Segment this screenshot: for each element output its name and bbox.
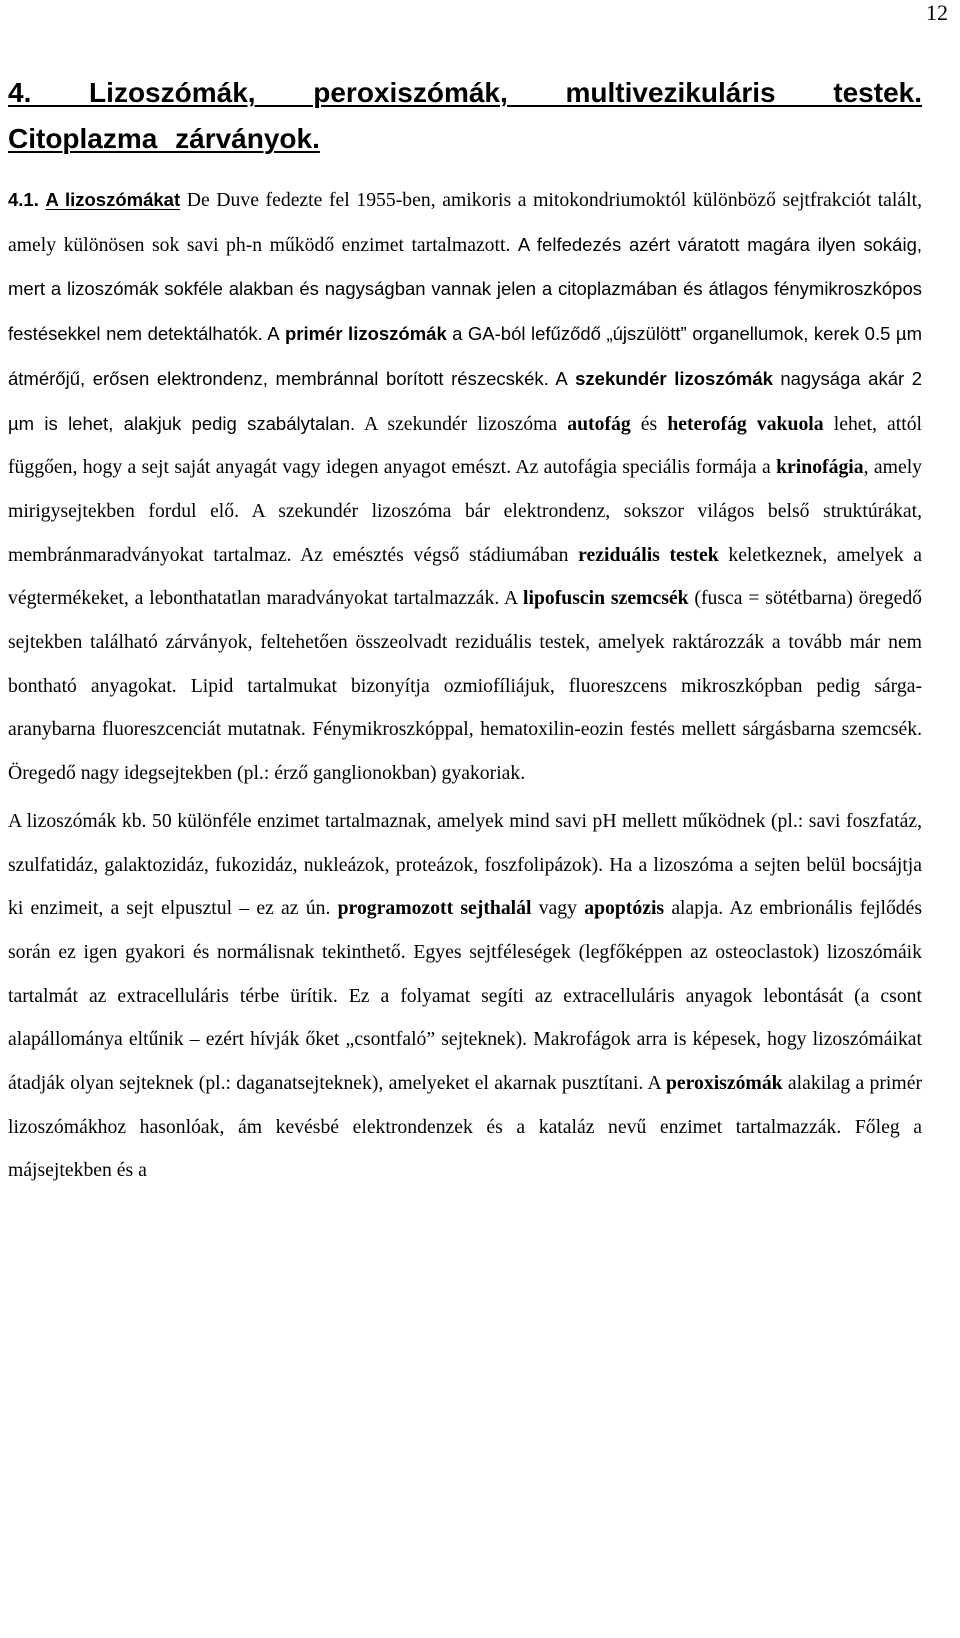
secondary-lysosome-text: A szekundér lizoszóma	[364, 412, 558, 435]
term-programmed-cell-death: programozott sejthalál	[337, 897, 532, 920]
residual-text: keletkeznek, amelyek a végtermékeket, a lebonthatatlan maradványokat tartalmazzák. A	[8, 543, 923, 610]
term-secondary-lysosomes: szekundér lizoszómák	[575, 367, 773, 389]
peroxisome-text: alakilag a primér lizoszómákhoz hasonlóak, ám kevésbé elektrondenzek és a kataláz nevű enzimet tartalmazzák. Főleg a májsejtekben és a	[8, 1072, 922, 1182]
conjunction-text: és	[640, 412, 658, 435]
secondary-description: nagysága akár 2 µm is lehet, alakjuk pedig szabálytalan.	[8, 367, 923, 434]
page-number: 12	[926, 0, 948, 25]
section-number: 4.1.	[8, 189, 39, 210]
term-apoptosis: apoptózis	[584, 897, 665, 920]
chapter-title: 4. Lizoszómák, peroxiszómák, multivezikuláris testek. Citoplazma zárványok.	[8, 77, 922, 154]
discovery-text: A felfedezés azért váratott magára ilyen sokáig, mert a lizoszómák sokféle alakban és nagyságban vannak jelen a citoplazmában és átlagos fénymikroszkópos festésekkel nem detektálhatók. A	[8, 233, 923, 345]
embryonic-text: alapja. Az embrionális fejlődés során ez igen gyakori és normálisnak tekinthető. Egyes sejtféleségek (legfőképpen az osteoclastok) lizoszómáik tartalmát az extracelluláris térbe ürítik. Ez a folyamat segíti az extracelluláris anyagok lebontását (a csont alapállománya eltűnik – ezért hívják őket „csontfaló” sejteknek). Makrofágok arra is képesek, hogy lizoszómáikat átadják olyan sejteknek (pl.: daganatsejteknek), amelyeket el akarnak pusztítani. A	[8, 897, 923, 1095]
enzymes-paragraph	[8, 800, 922, 1193]
crinophagy-text: , amely mirigysejtekben fordul elő. A szekundér lizoszóma bár elektrondenz, sokszor világos belső struktúrákat, membránmaradványokat tartalmaz. Az emésztés végső stádiumában	[8, 456, 923, 566]
term-autophagic: autofág	[567, 412, 631, 435]
term-lipofuscin: lipofuscin szemcsék	[523, 587, 689, 610]
lipofuscin-text: (fusca = sötétbarna) öregedő sejtekben található zárványok, feltehetően összeolvadt reziduális testek, amelyek raktározzák a tovább már nem bontható anyagokat. Lipid tartalmukat bizonyítja ozmiofíliájuk, fluoreszcens mikroszkópban pedig sárga-aranybarna fluoreszcenciát mutatnak. Fénymikroszkóppal, hematoxilin-eozin festés mellett sárgásbarna szemcsék. Öregedő nagy idegsejtekben (pl.: érző ganglionokban) gyakoriak.	[8, 587, 923, 785]
term-crinophagy: krinofágia	[776, 456, 864, 479]
or-text: vagy	[538, 897, 577, 920]
autophagy-text: lehet, attól függően, hogy a sejt saját anyagát vagy idegen anyagot emészt. Az autofágia speciális formája a	[8, 412, 923, 479]
term-residual-bodies: reziduális testek	[578, 543, 719, 566]
primary-description: a GA-ból lefűződő „újszülött” organellumok, kerek 0.5 µm átmérőjű, erősen elektrondenz, membránnal borított részecskék. A	[8, 323, 923, 389]
term-primary-lysosomes: primér lizoszómák	[284, 323, 447, 345]
document-page	[8, 70, 922, 1193]
term-heterophagic-vacuole: heterofág vakuola	[667, 412, 824, 435]
lysosome-paragraph	[8, 178, 922, 796]
intro-text: De Duve fedezte fel 1955-ben, amikoris a mitokondriumoktól különböző sejtfrakciót talált, amely különösen sok savi ph-n működő enzimet tartalmazott.	[8, 189, 922, 256]
term-peroxisomes: peroxiszómák	[665, 1072, 783, 1095]
section-heading-term: A lizoszómákat	[45, 189, 181, 210]
enzymes-text: A lizoszómák kb. 50 különféle enzimet tartalmaznak, amelyek mind savi pH mellett működnek (pl.: savi foszfatáz, szulfatidáz, galaktozidáz, fukozidáz, nukleázok, proteázok, foszfolipázok). Ha a lizoszóma a sejten belül bocsájtja ki enzimeit, a sejt elpusztul – ez az ún.	[8, 809, 922, 920]
